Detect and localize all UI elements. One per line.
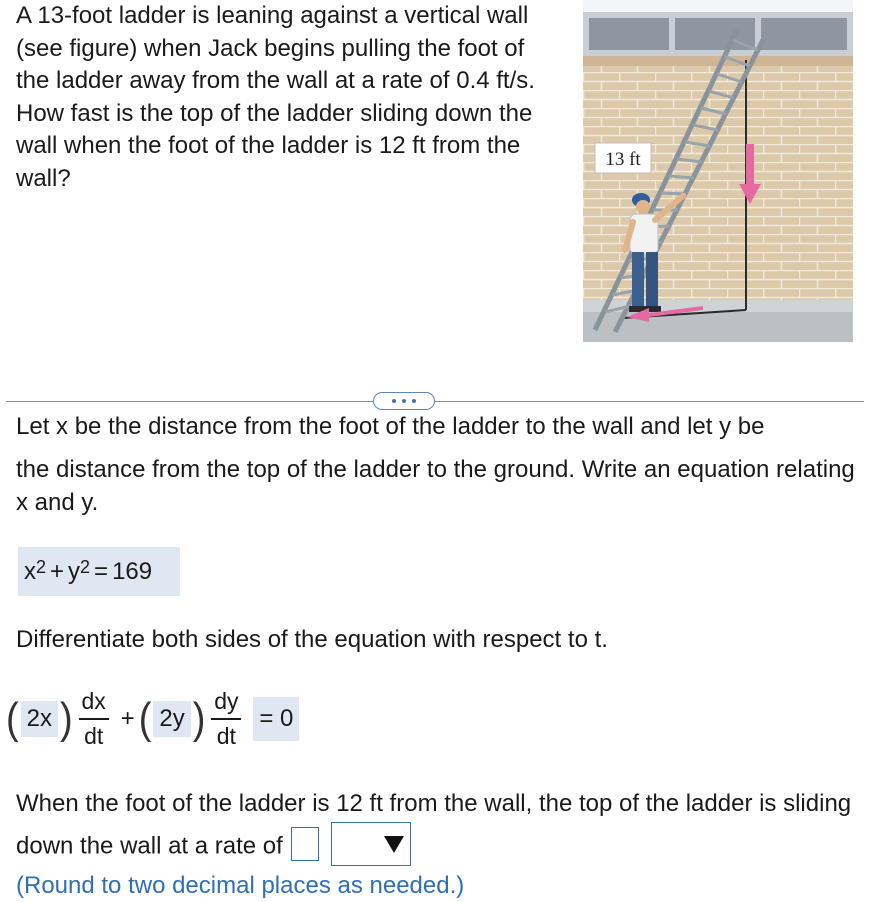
differentiate-instruction: Differentiate both sides of the equation with respect to t. — [16, 626, 608, 653]
problem-statement: A 13-foot ladder is leaning against a vertical wall (see figure) when Jack begins pulling the foot of the ladder away from the wall at a rate of 0.4 ft/s. How fast is the top of the ladder sliding down the wall when the foot of the ladder is 12 ft from the wall? — [16, 2, 535, 192]
eq-y: y — [68, 557, 81, 585]
fraction-bar — [211, 718, 241, 720]
ellipsis-icon — [402, 399, 406, 403]
fraction-bar — [79, 718, 109, 720]
cut-off-line: Let x be the distance from the foot of the ladder to the wall and let y be — [16, 413, 765, 440]
eq-equals: = — [94, 557, 109, 585]
units-dropdown[interactable] — [331, 822, 411, 866]
show-more-button[interactable] — [373, 392, 435, 410]
close-paren: ) — [192, 694, 206, 744]
close-paren: ) — [60, 694, 73, 744]
section-divider — [6, 401, 864, 402]
dt-denominator: dt — [216, 722, 236, 749]
ladder-figure — [583, 0, 853, 342]
part-intro: the distance from the top of the ladder to the ground. Write an equation relating x and y. — [16, 456, 855, 516]
dy-numerator: dy — [214, 688, 239, 715]
coef-2x: 2x — [21, 701, 58, 737]
dropdown-caret-icon — [384, 836, 404, 853]
dx-numerator: dx — [81, 688, 106, 715]
rate-answer-input[interactable] — [291, 827, 319, 861]
derivative-equation — [6, 684, 299, 754]
deriv-plus: + — [120, 705, 135, 732]
final-prompt: When the foot of the ladder is 12 ft from the wall, the top of the ladder is sliding down the wall at a rate of — [16, 790, 852, 860]
equation-answer — [18, 547, 180, 596]
coef-2y: 2y — [153, 701, 190, 737]
dt-denominator: dt — [84, 722, 104, 749]
eq-x-exp: 2 — [36, 557, 47, 577]
rounding-note: (Round to two decimal places as needed.) — [16, 872, 465, 899]
deriv-rhs: 0 — [280, 705, 294, 732]
open-paren: ( — [6, 694, 19, 744]
ladder-label: 13 ft — [605, 149, 641, 170]
eq-y-exp: 2 — [80, 557, 91, 577]
eq-plus: + — [50, 557, 65, 585]
ellipsis-icon — [392, 399, 396, 403]
eq-rhs: 169 — [112, 557, 153, 585]
eq-x: x — [24, 557, 36, 585]
deriv-equals: = — [259, 705, 274, 732]
open-paren: ( — [138, 694, 152, 744]
deriv-rhs-box — [253, 697, 299, 741]
final-question — [16, 783, 866, 869]
dy-dt-fraction — [211, 688, 241, 750]
dx-dt-fraction — [79, 688, 109, 750]
ellipsis-icon — [412, 399, 416, 403]
